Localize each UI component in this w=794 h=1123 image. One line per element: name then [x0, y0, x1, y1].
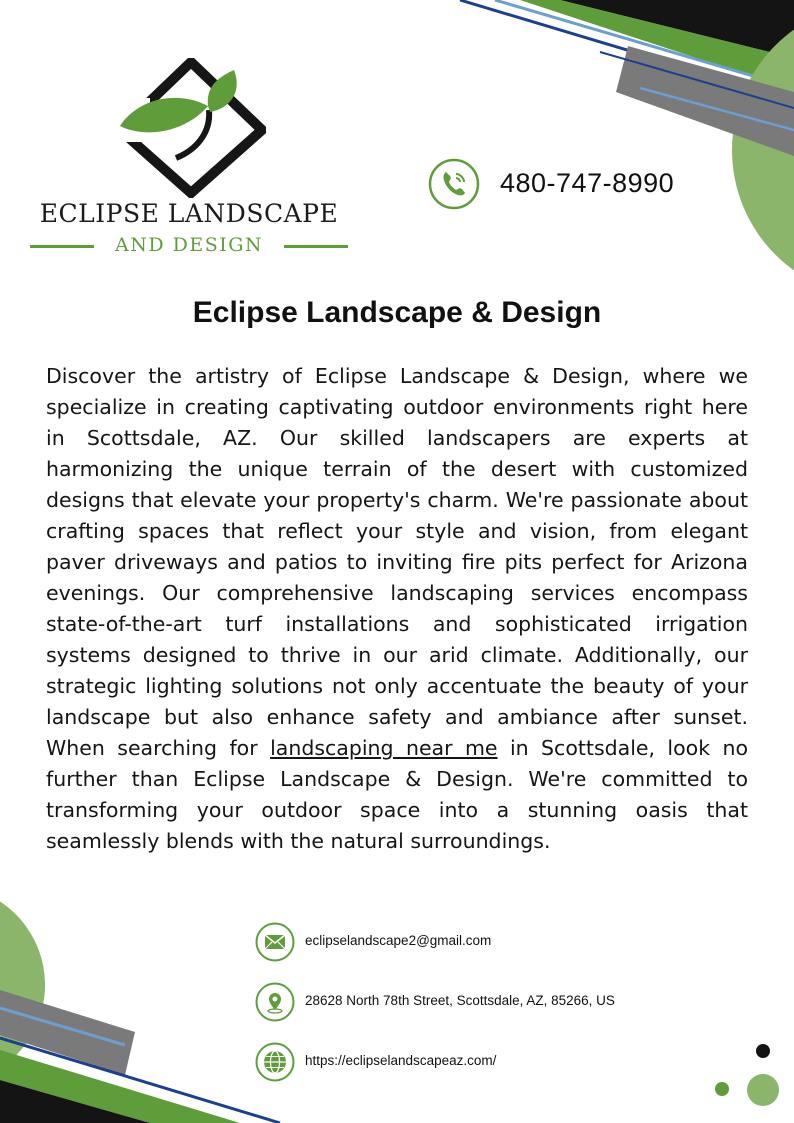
- dot-black: [756, 1044, 770, 1058]
- globe-icon: [255, 1042, 295, 1082]
- website-text: https://eclipselandscapeaz.com/: [305, 1053, 497, 1068]
- address-text: 28628 North 78th Street, Scottsdale, AZ, 85266, US: [305, 993, 615, 1008]
- email-contact[interactable]: [255, 922, 675, 962]
- body-text-after-link: in Scottsdale, look no further than Eclipse Landscape & Design. We're committed to transforming your outdoor space into a stunning oasis that seamlessly blends with the natural surroundings.: [46, 736, 749, 853]
- location-pin-icon: [255, 982, 295, 1022]
- top-right-black-band: [560, 0, 794, 58]
- body-text-before-link: Discover the artistry of Eclipse Landscape & Design, where we specialize in creating captivating outdoor environments right here in Scottsdale, AZ. Our skilled landscapers are experts at harmonizing the unique terrain of the desert with customized designs that elevate your property's charm. We're passionate about crafting spaces that reflect your style and vision, from elegant paver driveways and patios to inviting fire pits perfect for Arizona evenings. Our comprehensive landscaping services encompass state-of-the-art turf installations and sophisticated irrigation systems designed to thrive in our arid climate. Additionally, our strategic lighting solutions not only accentuate the beauty of your landscape but also enhance safety and ambiance after sunset. When searching for: [46, 364, 748, 760]
- logo-name: ECLIPSE LANDSCAPE: [39, 199, 339, 228]
- phone-contact[interactable]: [428, 158, 698, 210]
- page-title: Eclipse Landscape & Design: [192, 296, 602, 329]
- body-paragraph: [46, 361, 748, 857]
- landscaping-near-me-link[interactable]: landscaping near me: [270, 736, 498, 760]
- bottom-left-navy-line: [0, 1038, 280, 1123]
- top-right-navy-line-2: [600, 52, 794, 108]
- dot-green-small: [715, 1082, 729, 1096]
- top-right-navy-line: [460, 0, 794, 100]
- bottom-left-blue-line: [0, 1008, 125, 1045]
- mail-icon: [255, 922, 295, 962]
- dot-green-large: [747, 1074, 779, 1106]
- bottom-left-green-band: [0, 1050, 240, 1123]
- phone-number: 480-747-8990: [500, 168, 675, 198]
- logo-subtitle: AND DESIGN: [114, 234, 264, 256]
- address-contact[interactable]: [255, 982, 675, 1022]
- bottom-left-black-band: [0, 1080, 150, 1123]
- top-right-green-band: [520, 0, 794, 90]
- website-contact[interactable]: [255, 1042, 675, 1082]
- logo-subtitle-row: [26, 234, 352, 258]
- bottom-left-green-circle: [0, 885, 45, 1085]
- top-right-blue-line: [495, 0, 794, 88]
- bottom-left-gray-band: [0, 990, 135, 1075]
- top-right-gray-band: [616, 46, 794, 156]
- logo-leaf-diamond-icon: [116, 58, 266, 198]
- top-right-blue-line-2: [640, 88, 794, 130]
- phone-icon: [428, 158, 480, 210]
- logo: [26, 58, 352, 263]
- email-text: eclipselandscape2@gmail.com: [305, 933, 492, 948]
- top-right-green-circle: [732, 2, 794, 298]
